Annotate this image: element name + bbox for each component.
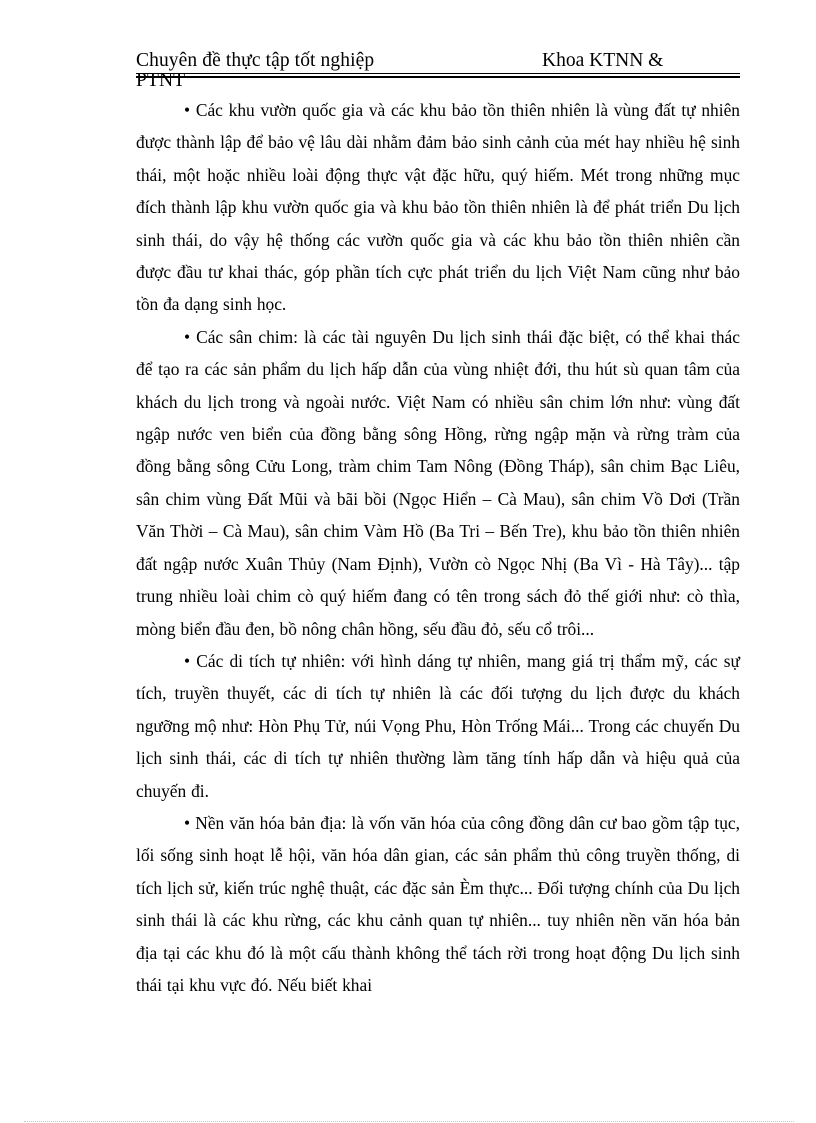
header-rule-thin [136,73,740,74]
paragraph-text: Nền văn hóa bản địa: là vốn văn hóa của công đồng dân cư bao gồm tập tục, lối sống sinh hoạt lễ hội, văn hóa dân gian, các sản phẩm thủ công truyền thống, di tích lịch sử, kiến trúc nghệ thuật, các đặc sản Èm thực... Đối tượng chính của Du lịch sinh thái là các khu rừng, các khu cảnh quan tự nhiên... tuy nhiên nền văn hóa bản địa tại các khu đó là một cấu thành không thể tách rời trong hoạt động Du lịch sinh thái tại khu vực đó. Nếu biết khai [136,812,741,995]
header-right: Khoa KTNN & [542,50,664,71]
paragraph-national-parks [136,94,740,321]
paragraph-text: Các sân chim: là các tài nguyên Du lịch sinh thái đặc biệt, có thể khai thác để tạo ra các sản phẩm du lịch hấp dẫn của vùng nhiệt đới, thu hút sù quan tâm của khách du lịch trong và ngoài nước. Việt Nam có nhiều sân chim lớn như: vùng đất ngập nước ven biển của đồng bằng sông Hồng, rừng ngập mặn và rừng tràm của đồng bằng sông Cửu Long, tràm chim Tam Nông (Đồng Tháp), sân chim Bạc Liêu, sân chim vùng Đất Mũi và bãi bồi (Ngọc Hiển – Cà Mau), sân chim Vồ Dơi (Trần Văn Thời – Cà Mau), sân chim Vàm Hồ (Ba Tri – Bến Tre), khu bảo tồn thiên nhiên đất ngập nước Xuân Thủy (Nam Định), Vườn cò Ngọc Nhị (Ba Vì - Hà Tây)... tập trung nhiều loài chim cò quý hiếm đang có tên trong sách đỏ thế giới như: cò thìa, mòng biển đầu đen, bồ nông chân hồng, sếu đầu đỏ, sếu cổ trôi... [136,326,740,639]
paragraph-text: Các di tích tự nhiên: với hình dáng tự nhiên, mang giá trị thẩm mỹ, các sự tích, truyền thuyết, các di tích tự nhiên là các đối tượng du lịch được du khách ngưỡng mộ như: Hòn Phụ Tử, núi Vọng Phu, Hòn Trống Mái... Trong các chuyến Du lịch sinh thái, các di tích tự nhiên thường làm tăng tính hấp dẫn và hiệu quả của chuyến đi. [136,650,740,801]
page-bottom-border [24,1121,794,1122]
header-left [136,48,374,94]
body-text [136,94,740,1001]
page-header [136,48,740,96]
bullet-icon: • [184,812,191,833]
bullet-icon: • [184,100,191,120]
header-left-line1: Chuyên đề thực tập tốt nghiệp [136,50,375,71]
paragraph-natural-relics [136,645,740,807]
header-left-line2: PTNT [136,70,186,91]
paragraph-indigenous-culture [136,807,740,1001]
bullet-icon: • [184,650,191,671]
bullet-icon: • [184,326,191,347]
paragraph-bird-sanctuaries [136,321,740,645]
header-rule-thick [136,76,740,78]
paragraph-text: Các khu vườn quốc gia và các khu bảo tồn thiên nhiên là vùng đất tự nhiên được thành lập để bảo vệ lâu dài nhằm đảm bảo sinh cảnh của mét hay nhiều hệ sinh thái, một hoặc nhiều loài động thực vật đặc hữu, quý hiếm. Mét trong những mục đích thành lập khu vườn quốc gia và khu bảo tồn thiên nhiên là để phát triển Du lịch sinh thái, do vậy hệ thống các vườn quốc gia và các khu bảo tồn thiên nhiên cần được đầu tư khai thác, góp phần tích cực phát triển du lịch Việt Nam cũng như bảo tồn đa dạng sinh học. [136,100,740,315]
